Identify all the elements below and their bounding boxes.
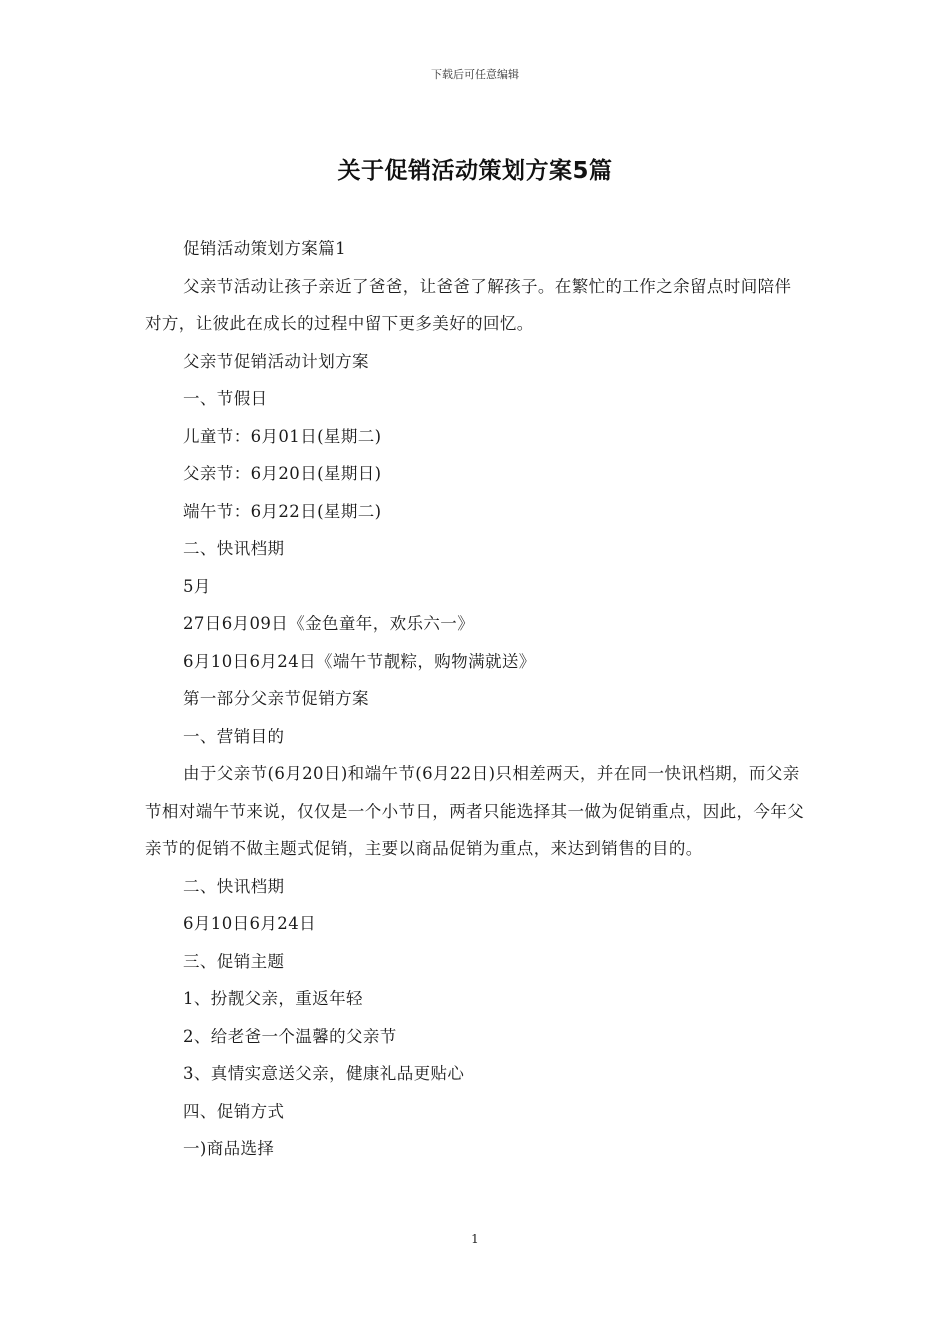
paragraph: 二、快讯档期 [183,539,285,558]
document-body [145,230,807,1168]
paragraph: 二、快讯档期 [183,876,285,896]
paragraph: 父亲节活动让孩子亲近了爸爸，让爸爸了解孩子。在繁忙的工作之余留点时间陪伴对方，让彼此在成长的过程中留下更多美好的回忆。 [145,276,792,333]
page-number: 1 [471,1232,479,1246]
paragraph: 儿童节：6月01日(星期二) [183,426,382,446]
paragraph: 2、给老爸一个温馨的父亲节 [183,1026,397,1046]
paragraph: 6月10日6月24日《端午节靓粽，购物满就送》 [183,651,536,671]
paragraph: 父亲节促销活动计划方案 [183,351,369,371]
paragraph: 端午节：6月22日(星期二) [183,501,382,521]
paragraph: 6月10日6月24日 [183,914,316,933]
paragraph: 27日6月09日《金色童年，欢乐六一》 [183,614,475,633]
document-title: 关于促销活动策划方案5篇 [337,158,613,184]
paragraph: 一)商品选择 [183,1139,275,1158]
paragraph: 5月 [183,576,211,596]
paragraph: 三、促销主题 [183,951,285,971]
paragraph: 1、扮靓父亲，重返年轻 [183,989,363,1008]
paragraph: 由于父亲节(6月20日)和端午节(6月22日)只相差两天，并在同一快讯档期，而父亲节相对端午节来说，仅仅是一个小节日，两者只能选择其一做为促销重点，因此，今年父亲节的促销不做主题式促销，主要以商品促销为重点，来达到销售的目的。 [145,764,805,858]
paragraph: 父亲节：6月20日(星期日) [183,464,382,483]
paragraph: 一、节假日 [183,389,268,408]
paragraph: 3、真情实意送父亲，健康礼品更贴心 [183,1064,465,1083]
paragraph: 促销活动策划方案篇1 [183,239,346,258]
paragraph: 四、促销方式 [183,1101,285,1121]
paragraph: 一、营销目的 [183,726,285,746]
header-note: 下载后可任意编辑 [431,68,519,81]
paragraph: 第一部分父亲节促销方案 [183,689,369,708]
